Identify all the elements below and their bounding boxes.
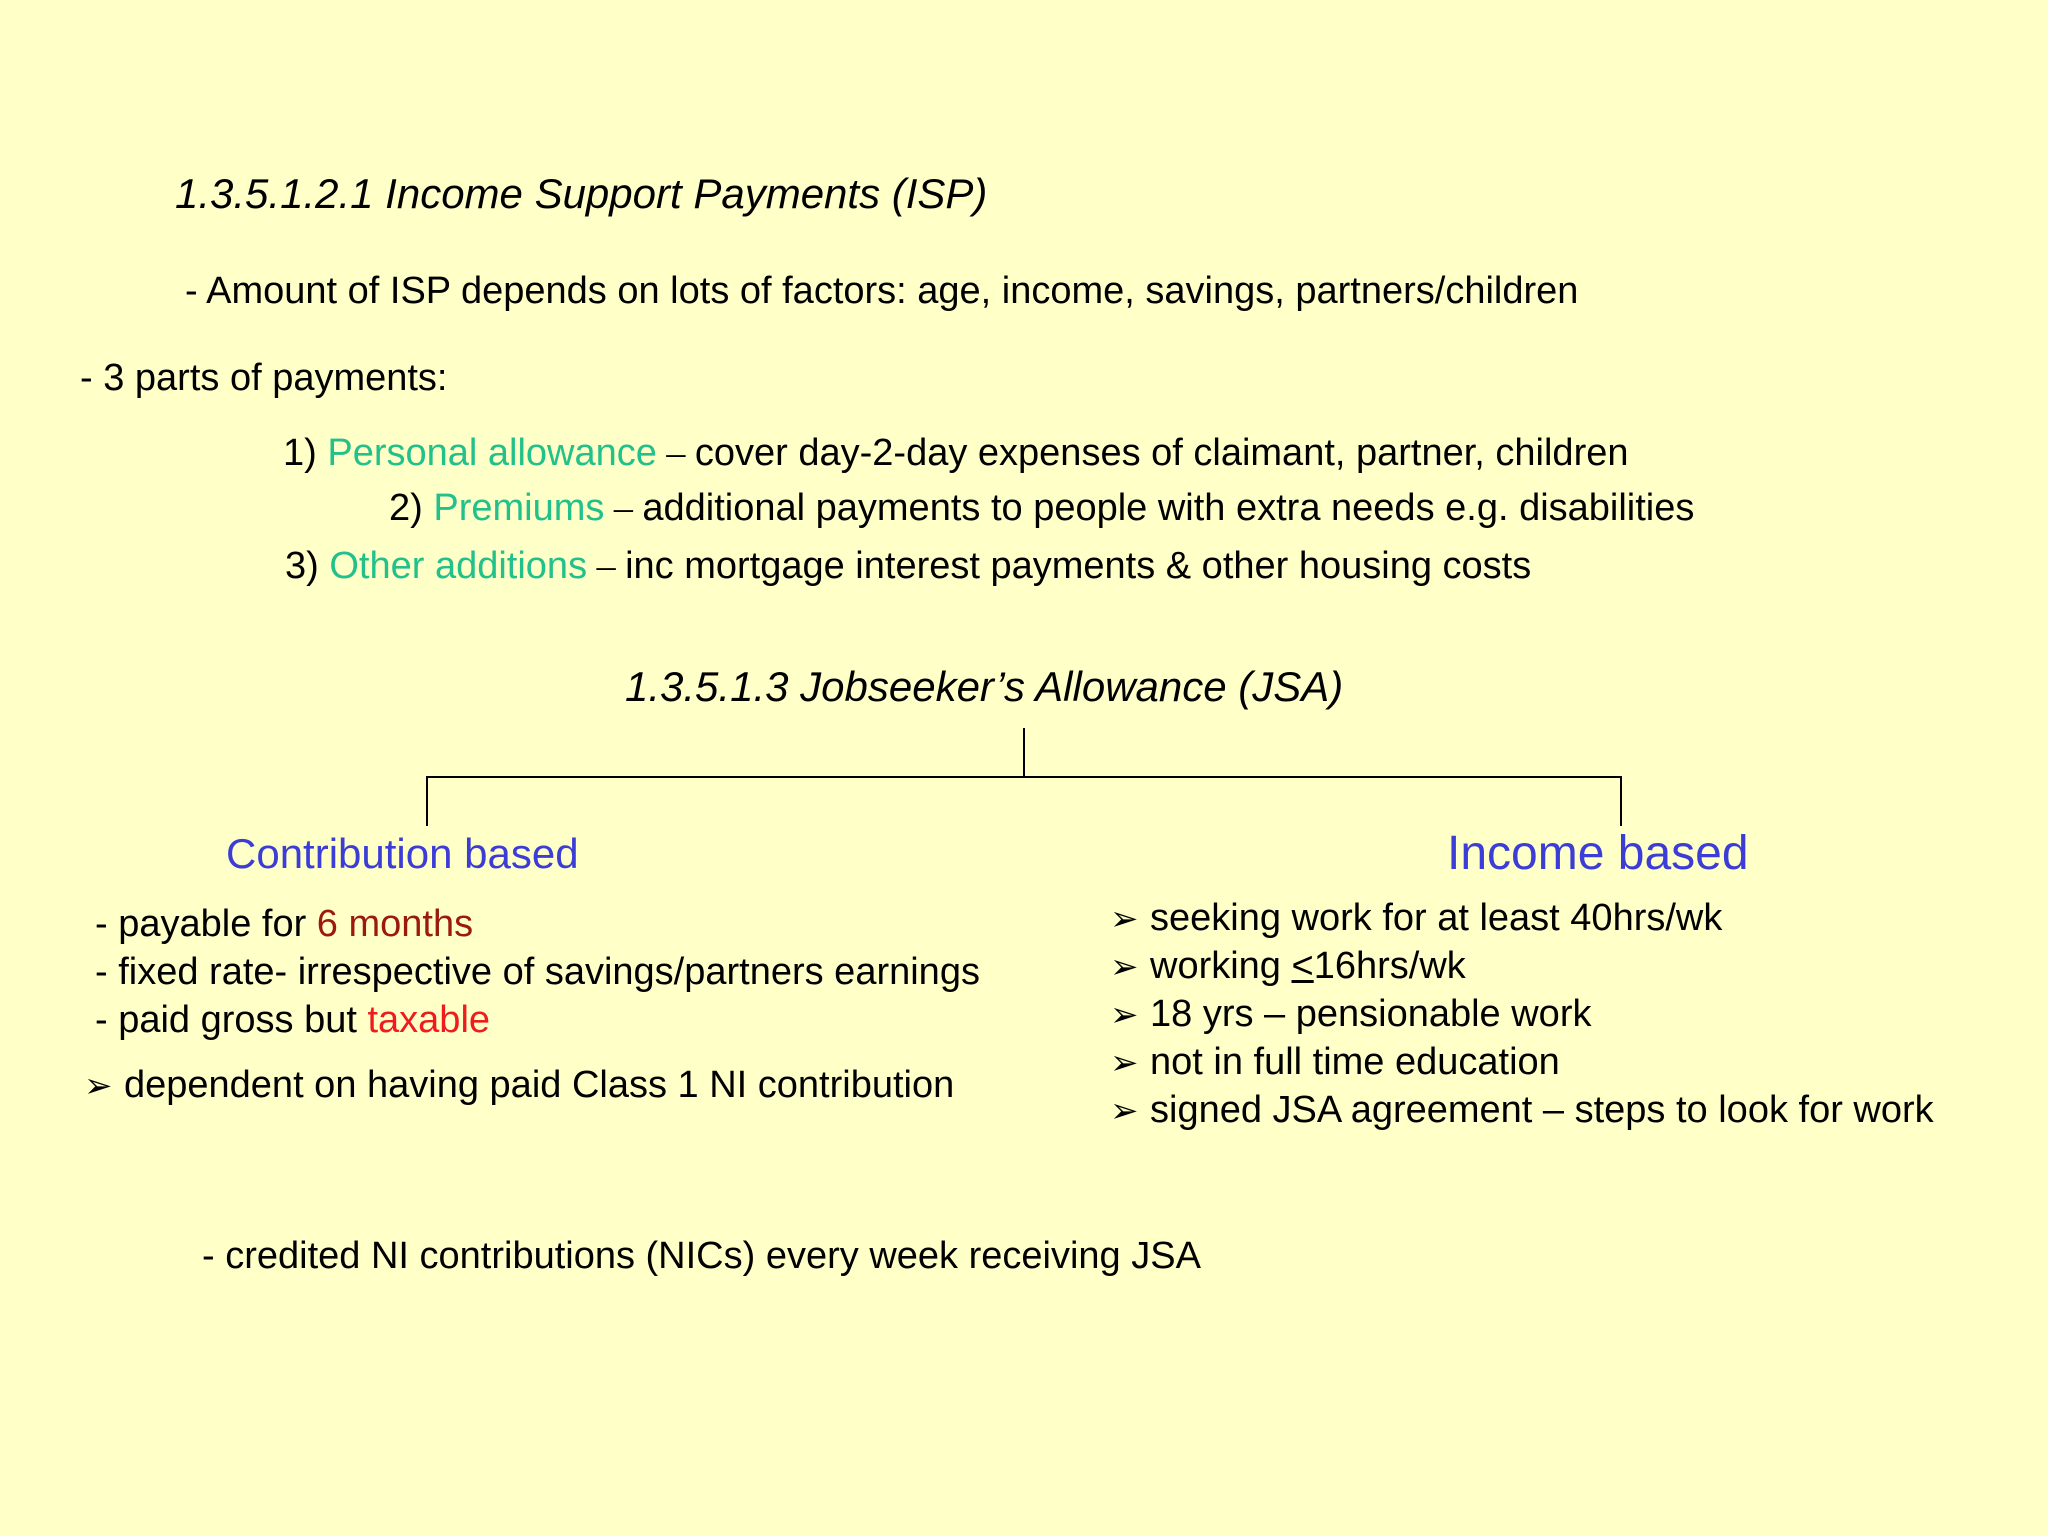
part-separator: –: [604, 487, 643, 529]
arrow-bullet-icon: ➢: [1110, 1044, 1139, 1082]
arrow-bullet-icon: ➢: [1110, 996, 1139, 1034]
tree-left-branch-line: [426, 776, 428, 826]
part-description: cover day-2-day expenses of claimant, partner, children: [694, 432, 1629, 474]
jsa-heading: 1.3.5.1.3 Jobseeker’s Allowance (JSA): [625, 663, 1344, 710]
arrow-bullet-icon: ➢: [1110, 948, 1139, 986]
part-term: Personal allowance: [327, 432, 657, 474]
income-bullet-jsa-agreement: [1110, 1089, 1934, 1133]
contribution-based-title: Contribution based: [226, 830, 579, 877]
bullet-text: seeking work for at least 40hrs/wk: [1150, 897, 1723, 939]
bullet-text: 18 yrs – pensionable work: [1150, 993, 1592, 1035]
arrow-bullet-icon: ➢: [1110, 1092, 1139, 1130]
part-term: Other additions: [329, 545, 588, 587]
income-bullet-working-hours: [1110, 945, 1466, 989]
contribution-item-fixed-rate: - fixed rate- irrespective of savings/partners earnings: [95, 951, 980, 993]
contribution-item-payable: [95, 903, 473, 947]
part-description: additional payments to people with extra needs e.g. disabilities: [642, 487, 1695, 529]
income-bullet-seeking-work: [1110, 897, 1722, 941]
part-number: 1): [283, 432, 328, 474]
isp-amount-text: - Amount of ISP depends on lots of factors: age, income, savings, partners/children: [185, 270, 1579, 312]
part-separator: –: [587, 545, 626, 587]
isp-parts-intro: - 3 parts of payments:: [80, 357, 448, 399]
highlight-taxable: taxable: [367, 999, 491, 1041]
isp-part-3: [285, 545, 1531, 589]
income-based-title: Income based: [1447, 827, 1749, 880]
less-equal-symbol: <: [1291, 945, 1314, 987]
bullet-text: signed JSA agreement – steps to look for work: [1150, 1089, 1934, 1131]
part-number: 2): [389, 487, 434, 529]
bullet-text: working: [1150, 945, 1292, 987]
part-number: 3): [285, 545, 330, 587]
part-description: inc mortgage interest payments & other housing costs: [625, 545, 1532, 587]
income-bullet-age-range: [1110, 993, 1591, 1037]
part-term: Premiums: [433, 487, 605, 529]
bullet-text: dependent on having paid Class 1 NI contribution: [124, 1064, 955, 1106]
tree-right-branch-line: [1620, 776, 1622, 826]
tree-horizontal-line: [426, 776, 1622, 778]
isp-part-2: [389, 487, 1694, 531]
item-text: - payable for: [95, 903, 317, 945]
income-bullet-education: [1110, 1041, 1560, 1085]
arrow-bullet-icon: ➢: [84, 1067, 113, 1105]
bullet-text: not in full time education: [1150, 1041, 1560, 1083]
contribution-bullet-dependent: [84, 1064, 954, 1108]
contribution-item-paid-gross: [95, 999, 490, 1043]
highlight-duration: 6 months: [316, 903, 474, 945]
tree-stem-line: [1023, 728, 1025, 778]
credited-nic-text: - credited NI contributions (NICs) every week receiving JSA: [202, 1235, 1201, 1277]
part-separator: –: [656, 432, 695, 474]
bullet-text: 16hrs/wk: [1313, 945, 1466, 987]
isp-part-1: [283, 432, 1629, 476]
item-text: - paid gross but: [95, 999, 368, 1041]
isp-heading: 1.3.5.1.2.1 Income Support Payments (ISP): [175, 170, 988, 217]
arrow-bullet-icon: ➢: [1110, 900, 1139, 938]
